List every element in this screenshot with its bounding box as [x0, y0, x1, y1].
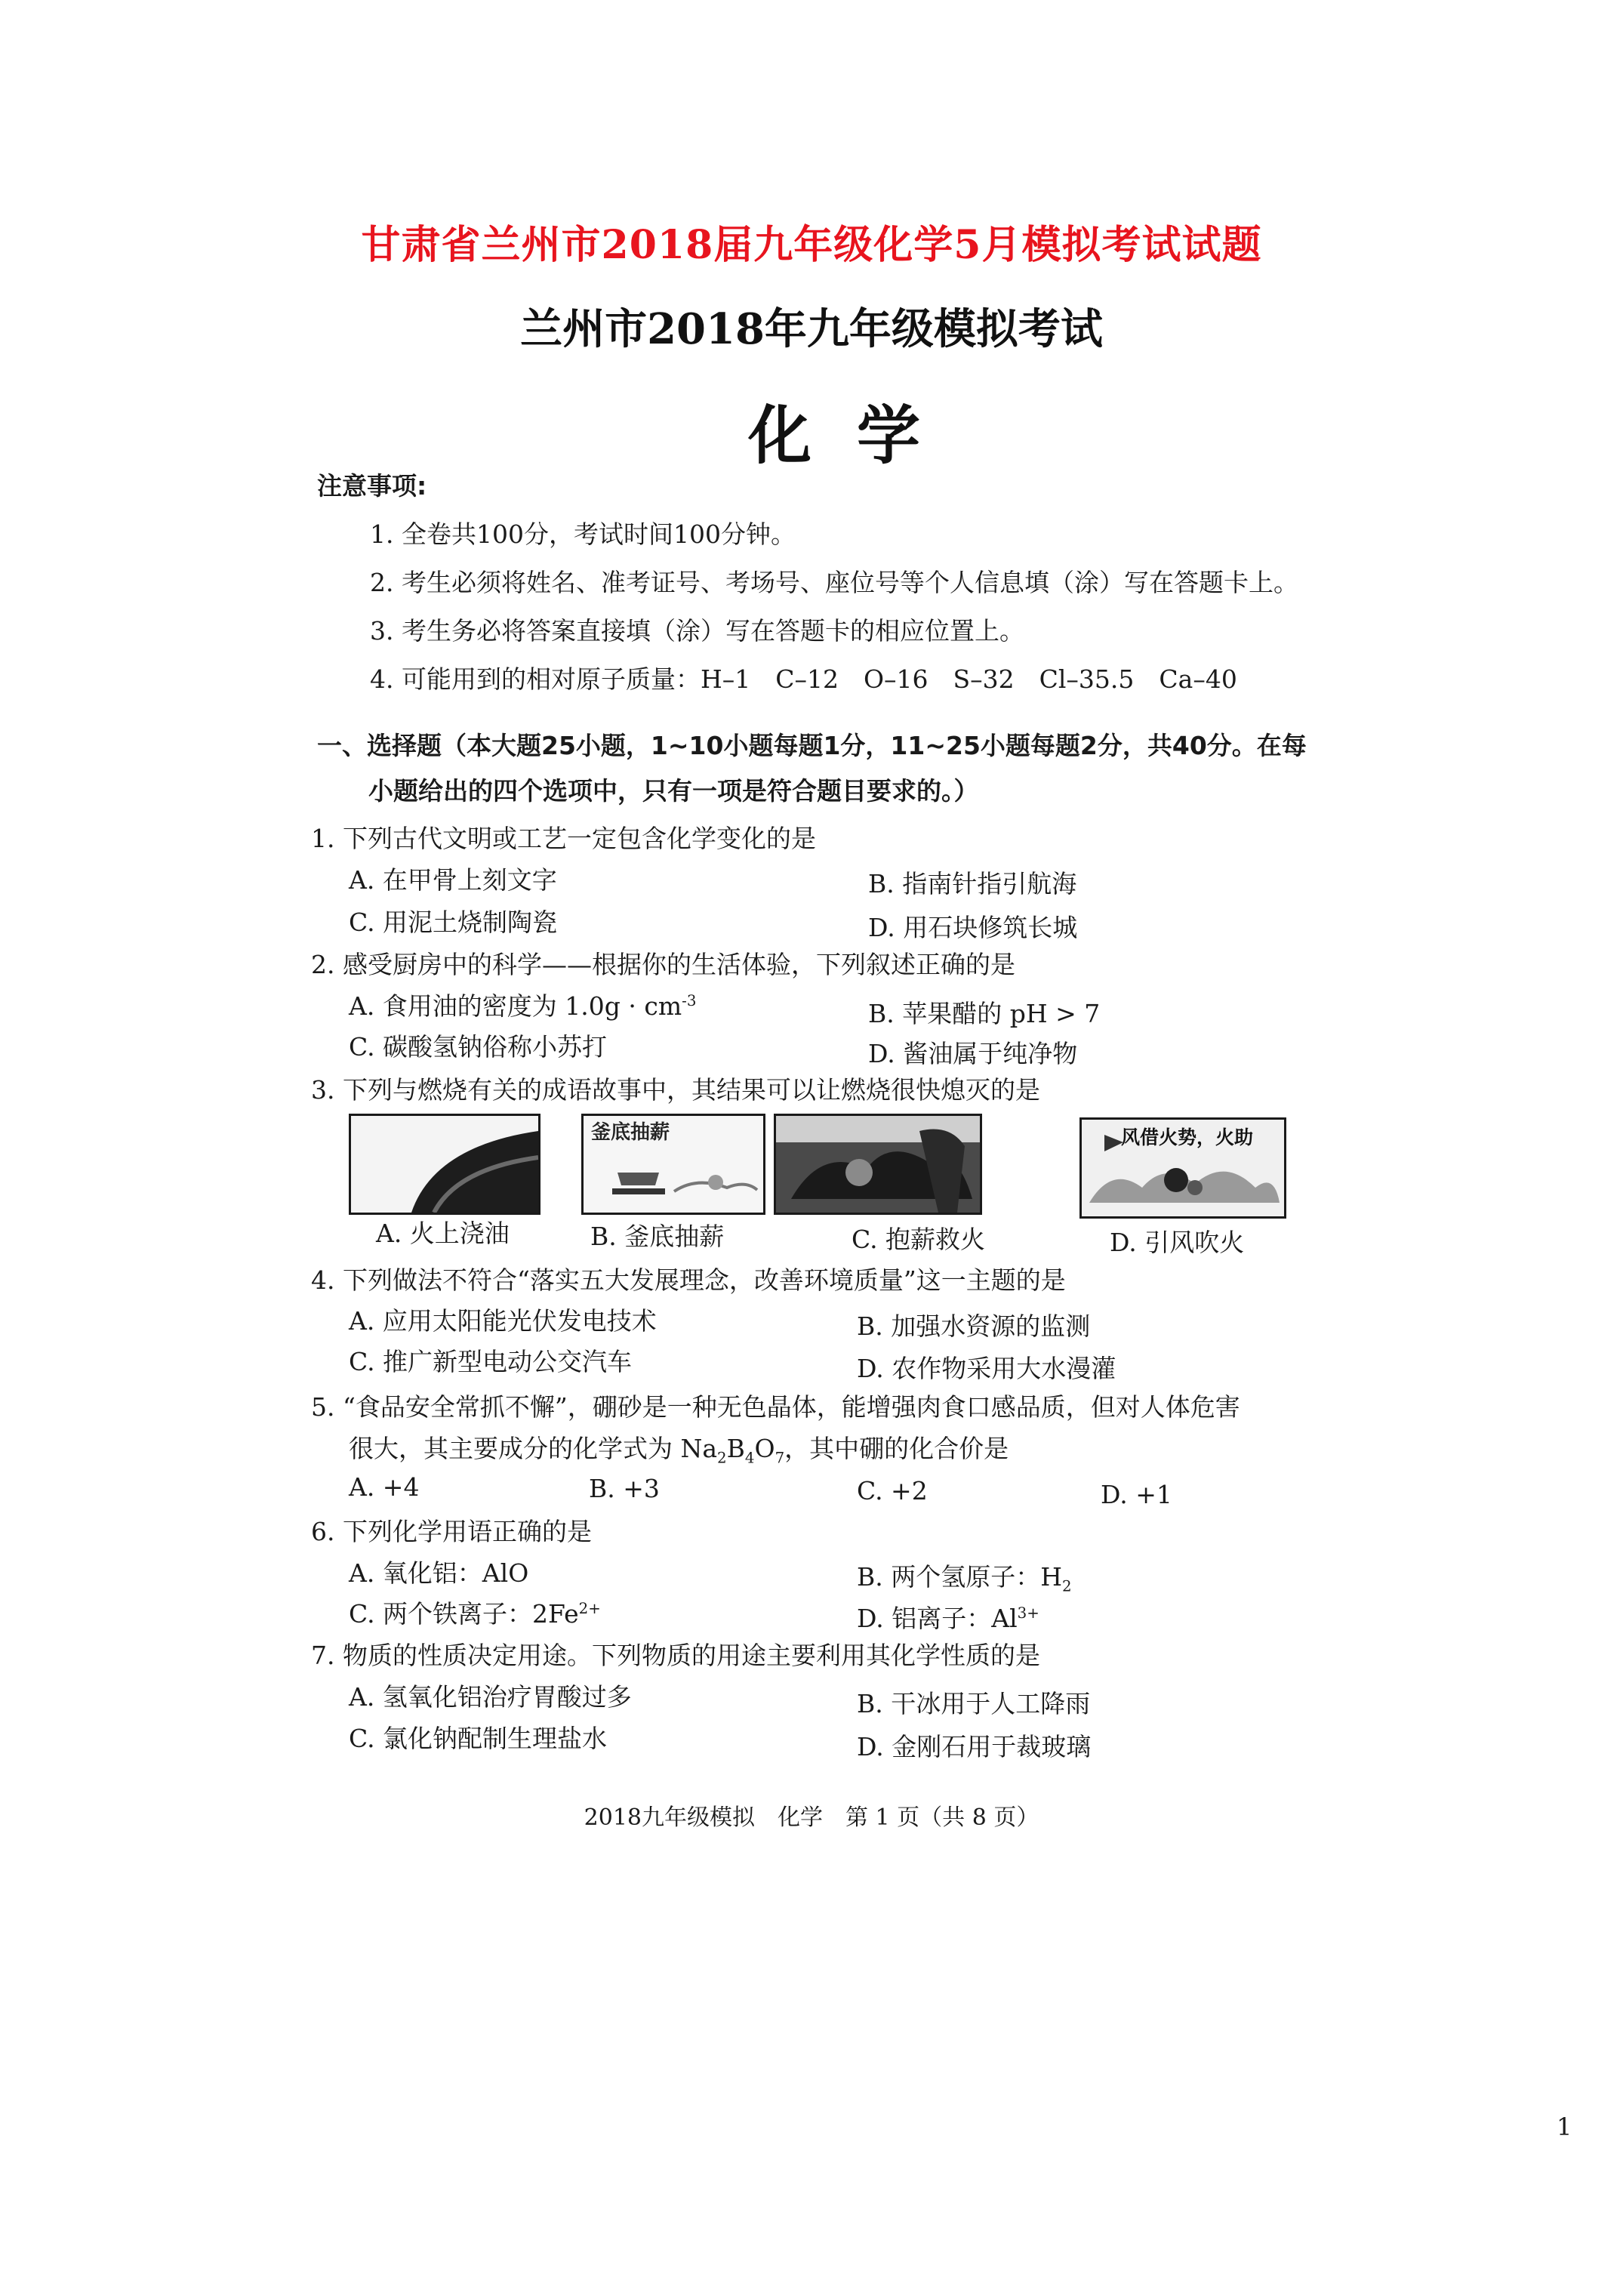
- subject-title: 化学: [747, 398, 965, 473]
- q2-option-a: A. 食用油的密度为 $1.0g \cdot cm^{-3}$: [349, 991, 697, 1021]
- pan-oil-picture: [349, 1114, 540, 1215]
- wind-fire-picture: [1079, 1117, 1286, 1219]
- section-heading-line1: 一、选择题（本大题25小题，1~10小题每题1分，11~25小题每题2分，共40分。在每: [317, 731, 1307, 760]
- q5-option-c: C. +2: [857, 1476, 928, 1505]
- q5-option-b: B. +3: [589, 1474, 660, 1503]
- q7-option-b: B. 干冰用于人工降雨: [857, 1689, 1091, 1718]
- notice-item-4: 4. 可能用到的相对原子质量：H–1 C–12 O–16 S–32 Cl–35.5 Ca–40: [370, 664, 1237, 694]
- q3-option-c: C. 抱薪救火: [852, 1225, 986, 1254]
- q5-stem-line2: 很大，其主要成分的化学式为 $Na_2B_4O_7$，其中硼的化合价是: [349, 1434, 1009, 1467]
- notice-item-1: 1. 全卷共100分，考试时间100分钟。: [370, 519, 796, 549]
- wind-fire-picture-caption: 风借火势，火助: [1121, 1126, 1254, 1148]
- q3-option-d: D. 引风吹火: [1110, 1228, 1245, 1257]
- notice-item-2: 2. 考生必须将姓名、准考证号、考场号、座位号等个人信息填（涂）写在答题卡上。: [370, 568, 1298, 597]
- q6-option-d: D. 铝离子：$Al^{3+}$: [857, 1604, 1039, 1633]
- q4-stem: 4. 下列做法不符合“落实五大发展理念，改善环境质量”这一主题的是: [311, 1265, 1066, 1295]
- q5-stem-line1: 5. “食品安全常抓不懈”，硼砂是一种无色晶体，能增强肉食口感品质，但对人体危害: [311, 1392, 1240, 1422]
- q1-stem: 1. 下列古代文明或工艺一定包含化学变化的是: [311, 824, 816, 853]
- q6-option-b: B. 两个氢原子：$H_2$: [857, 1562, 1072, 1595]
- q4-option-c: C. 推广新型电动公交汽车: [349, 1347, 633, 1376]
- q7-stem: 7. 物质的性质决定用途。下列物质的用途主要利用其化学性质的是: [311, 1641, 1040, 1670]
- q4-option-d: D. 农作物采用大水漫灌: [857, 1354, 1116, 1383]
- q1-option-c: C. 用泥土烧制陶瓷: [349, 908, 558, 937]
- notice-item-3: 3. 考生务必将答案直接填（涂）写在答题卡的相应位置上。: [370, 616, 1024, 646]
- q2-stem: 2. 感受厨房中的科学——根据你的生活体验，下列叙述正确的是: [311, 950, 1015, 979]
- cauldron-picture-caption: 釜底抽薪: [591, 1121, 670, 1144]
- q6-option-a: A. 氧化铝：AlO: [349, 1558, 529, 1588]
- q3-stem: 3. 下列与燃烧有关的成语故事中，其结果可以让燃烧很快熄灭的是: [311, 1075, 1040, 1105]
- document-red-title: 甘肃省兰州市2018届九年级化学5月模拟考试试题: [361, 222, 1262, 268]
- section-heading-line2: 小题给出的四个选项中，只有一项是符合题目要求的。）: [368, 776, 979, 806]
- fire-picture: [774, 1114, 982, 1215]
- q6-option-c: C. 两个铁离子：$2Fe^{2+}$: [349, 1599, 601, 1629]
- q4-option-a: A. 应用太阳能光伏发电技术: [349, 1306, 657, 1336]
- q4-option-b: B. 加强水资源的监测: [857, 1311, 1091, 1341]
- q6-stem: 6. 下列化学用语正确的是: [311, 1517, 592, 1546]
- q5-option-a: A. +4: [349, 1472, 420, 1502]
- exam-title: 兰州市2018年九年级模拟考试: [520, 304, 1103, 354]
- notice-heading: 注意事项:: [317, 471, 427, 501]
- q7-option-c: C. 氯化钠配制生理盐水: [349, 1724, 608, 1753]
- q7-option-a: A. 氢氧化铝治疗胃酸过多: [349, 1682, 632, 1712]
- cauldron-firewood-picture: [581, 1114, 765, 1215]
- page-footer: 2018九年级模拟 化学 第 1 页（共 8 页）: [584, 1804, 1039, 1831]
- q7-option-d: D. 金刚石用于裁玻璃: [857, 1732, 1092, 1761]
- q1-option-a: A. 在甲骨上刻文字: [349, 865, 557, 895]
- q3-option-a: A. 火上浇油: [376, 1219, 510, 1248]
- q3-option-b: B. 釜底抽薪: [590, 1222, 725, 1251]
- page-number: 1: [1557, 2113, 1572, 2141]
- q2-option-d: D. 酱油属于纯净物: [868, 1039, 1078, 1068]
- q1-option-d: D. 用石块修筑长城: [868, 913, 1078, 942]
- q2-option-b: B. 苹果醋的 pH > 7: [868, 999, 1101, 1028]
- q2-option-c: C. 碳酸氢钠俗称小苏打: [349, 1032, 608, 1062]
- q5-option-d: D. +1: [1101, 1480, 1172, 1509]
- q1-option-b: B. 指南针指引航海: [868, 869, 1077, 898]
